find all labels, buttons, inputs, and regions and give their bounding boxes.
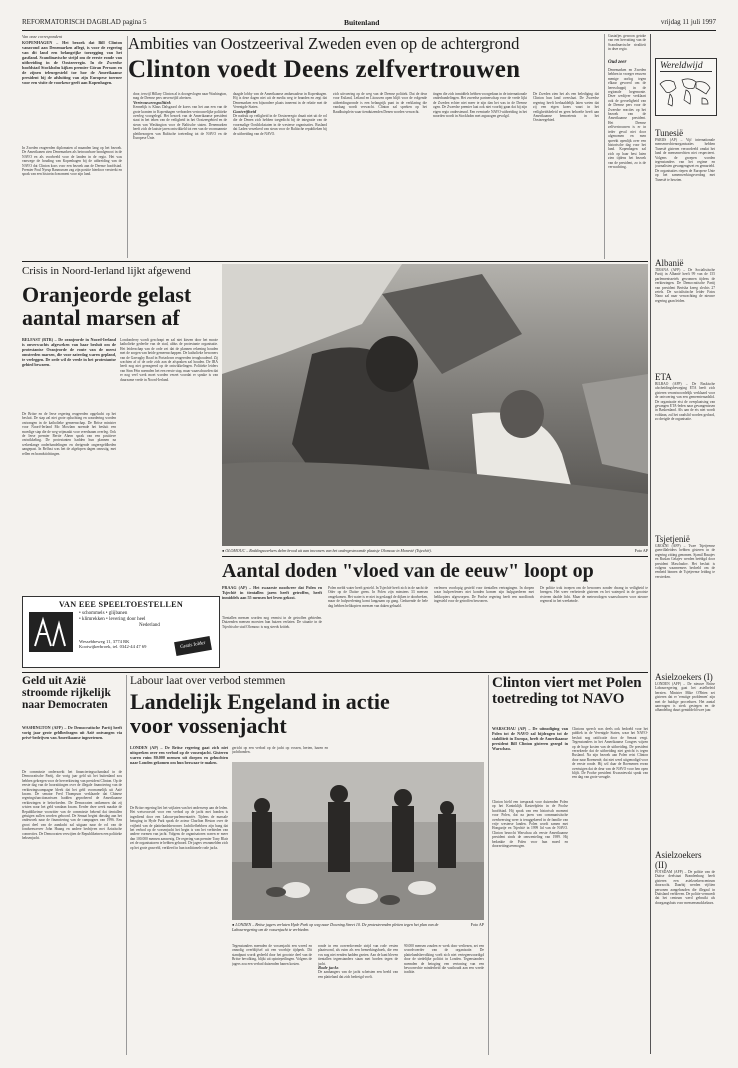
ad-items: • schommels • glijbanen • klimrekken • levering door heel Nederland: [79, 611, 160, 628]
paper-name: REFORMATORISCH DAGBLAD pagina 5: [22, 18, 147, 26]
ad-item: levering door heel: [109, 617, 146, 622]
olomouc-caption-text: OLOMOUC – Reddingswerkers delen brood uit aan inwoners van het ondergestroomde plaatsje Olomouc in Moravië (Tsjechië).: [225, 548, 432, 553]
clinton-headline: Clinton voedt Deens zelfvertrouwen: [128, 56, 521, 83]
sidebar-item-text: PARIJS (AP) – Vijf internationale mensenrechtenorganisaties hebben Tunesië gisteren veroordeeld omdat het land de mensenrechten niet respecteert. Volgens de groepen worden tegenstanders van het regime en journalisten gevangengezet en gemarteld. De organisaties riepen de Europese Unie op het samenwerkingsverdrag met Tunesië te herzien.: [655, 138, 715, 182]
jacht-col-2: Tegenstanders meenden de vossenjacht een wreed en onnodig overblijfsel uit een voorbije tijdperk. Dit standpunt wordt gedeeld door het grootste deel van de Britse bevolking, blijkt uit opiniepeilingen. Volgens de jagers zou een verbod duizenden banen kosten.: [232, 944, 312, 966]
olomouc-credit: Foto AP: [634, 548, 648, 553]
sidebar-item: [655, 850, 715, 1050]
sidebar-item-head: Albanië: [655, 258, 684, 268]
ad-item: klimrekken: [82, 617, 105, 622]
clinton-col-7: Gustafjes gewoon getoke van een hervatting van de Scandinavische rivaliteit in deze regio.: [608, 34, 646, 52]
clinton-inter-2: Gastvrijheid: [233, 108, 257, 114]
sidebar-item-head: Asielzoekers (II): [655, 850, 702, 870]
sidebar-item-head: Asielzoekers (I): [655, 672, 713, 682]
clinton-subhead: Ambities van Oostzeerival Zweden even op de achtergrond: [128, 34, 520, 53]
sidebar-item-text: GROZNI (AFP) – Twee Tsjetjeense guerrillaleiders hebben gisteren in de regering zitting genomen. Sjamil Basajev en Ruslan Gelajev werden beëdigd door president Maschadov. Het besluit is volgens waarnemers bedoeld om de eenheid binnen de Tsjetjeense leiding te versterken.: [655, 544, 715, 579]
sidebar-item: [655, 128, 715, 248]
overstroming-intro: PRAAG (AP) – Het zwaarste noodweer dat Polen en Tsjechië in tientallen jaren heeft getroffen, heeft inmiddels aan 55 mensen het leven gekost.: [222, 586, 322, 600]
jacht-col-4: 90.000 mensen zouden er werk door verliezen, zei een woordvoerder van de organisatie. De plattelandsbevolking voelt zich niet vertegenwoordigd door de stedelijke politici in Londen. Tegenstanders noemden de betoging een vertoning van een bevoorrechte minderheid die vasthoudt aan een wrede traditie.: [404, 944, 484, 975]
clinton-col-2: door, terwijl Hillary Clinton al is doorgevlogen naar Washington, mag de Deense pers onverwijld afreizen. Vertrouwenspolitiek Kennelijk is Klaus Dalsgaard de koers van het aan een van de grote kranten in Kopenhagen verbonden vertrouwelijke politieke overleg voorgelegd. Het bezoek van de Amerikaanse president staat in het teken van de veiligheid in het Oostzeegebied en de steun van Washington voor de Baltische staten. Denemarken heeft zich de laatste jaren ontwikkeld tot een van de voornaamste pleitbezorgers van Baltische toetreding tot de NAVO en de Europese Unie.: [133, 92, 227, 141]
hydepark-photo: [232, 762, 484, 920]
hydepark-credit: Foto AP: [470, 922, 484, 927]
clinton-kicker: Van onze correspondent: [22, 34, 63, 39]
ad-badge: Gratis folder: [174, 636, 212, 656]
geld-intro: WASHINGTON (AFP) – De Democratische Partij heeft vorig jaar grote geldbedragen uit Azië ontvangen via privé-bedrijven van Amerikaanse ingezetenen.: [22, 726, 122, 740]
geld-col-1: De commissie onderzoekt het financieringsschandaal in de Democratische Partij, die vorig jaar geld uit het buitenland zou hebben gekregen voor de herverkiezing van president Clinton. Op de eerste dag van de hoorzittingen over de illegale financiering van de verkiezingscampagne bleek dat het geld voornamelijk uit Azië kwam. De senator Fred Thompson verklaarde dat Chinese regeringsfunctionarissen hadden geprobeerd de Amerikaanse verkiezingen te beïnvloeden. De Democraten ontkennen dat zij wisten waar het geld vandaan kwam. Eerder deze week maakte de Republikeinse voorzitter van de commissie bekend dat tientallen getuigen zullen worden gehoord. De Senaat begint dinsdag aan het onderzoek naar de financiering van de campagnes van 1996. Een groot deel van de aandacht zal uitgaan naar de rol van de fondsenwerver John Huang en andere bedrijven met Aziatische connecties. De Democraten verwijten de Republikeinen een politieke heksenjacht.: [22, 770, 122, 841]
sidebar-item: [655, 672, 715, 832]
sidebar-item-head: Tunesië: [655, 128, 684, 138]
sidebar-item: [655, 258, 715, 368]
sidebar-item-head: ETA: [655, 372, 672, 382]
ad-logo-icon: [29, 612, 73, 652]
geld-headline: Geld uit Azië stroomde rijkelijk naar Democraten: [22, 675, 111, 711]
ad-item: Nederland: [139, 623, 160, 628]
warschau-intro: WARSCHAU (AP) – De uitnodiging van Polen tot de NAVO zal bijdragen tot de stabiliteit in Europa, heeft de Amerikaanse president Bill Clinton gisteren gezegd in Warschau.: [492, 727, 568, 751]
ad-item: schommels: [82, 611, 105, 616]
clinton-intro-text: KOPENHAGEN – Het bezoek dat Bill Clinton vanavond aan Denemarken aflegt, is voor de regering van dit land een belangrijke toezegging van het gastland. Scandinavische strijd om de eerste ronde van uitbreiding in de Oostzeeregio. In de Zweedse hoofdstad Stockholm kijken premier Göran Persson en de zijnen teleurgesteld toe hoe de Amerikaanse president bij de afsluiting van zijn Europese toernee voor een visite de voorkeur geeft aan Kopenhagen.: [22, 40, 122, 85]
overstroming-col-2: Polen meldt water heeft gesteld. In Tsjechië heeft zich in de nacht de Oder op de Duitse grens. In Polen zijn minstens 33 mensen omgekomen. Het water is er niet in geslaagd de dijken te doorbreken, maar de hulpverlening komt langzaam op gang. Gedurende de hele dag hebben helikopters mensen van daken gehaald.: [328, 586, 428, 608]
oranjeorde-headline: Oranjeorde gelast aantal marsen af: [22, 282, 192, 330]
warschau-headline: Clinton viert met Polen toetreding tot NAVO: [492, 675, 642, 707]
sidebar-item: [655, 534, 715, 670]
sidebar-item-text: POTSDAM (AFP) – De politie van de Duitse deelstaat Brandenburg heeft gisteren een asielzoekerscentrum doorzocht. Daarbij werden vijftien personen aangehouden die illegaal in Duitsland verbleven. De politie vermoedt dat het centrum werd gebruikt als doorgangshuis voor mensensmokkelaars.: [655, 870, 715, 905]
oranjeorde-col-1: De Britse en de Ierse regering reageerden opgelucht op het besluit. De stap zal niet grote opluchting en waardering worden ontvangen in de katholieke gemeenschap. De Britse minister voor Noord-Ierland Mo Mowlam noemde het besluit een moedige stap die de weg vrijmaakt voor vreedzaam overleg. Ook de Ierse premier Bertie Ahern sprak van een positieve ontwikkeling. De protestanten hadden hun plannen na wekenlange onderhandelingen en dreigende ongeregeldheden aangepast. In Belfast was het de afgelopen dagen onrustig, met rellen en brandstichtingen.: [22, 412, 116, 456]
clinton-col-8: Denemarken en Zweden hebben in vroeger eeuwen menige oorlog tegen elkaar gevoerd om de heerschappij in de regionale hegemonie. Deze wedijver verklaart ook de gevoeligheid van de Deense pers voor de Zweedse reacties op het bezoek van de Amerikaanse president. Het Deense zelfvertrouwen is er in ieder geval niet door afgenomen en men spreekt openlijk over een historische dag voor het land. Kopenhagen zal zich op haar best laten zien tijdens het bezoek van de president, zo is de verwachting.: [608, 68, 646, 169]
overstroming-col-4: De politie trok troepen om de bewoners zonder dwang in veiligheid te brengen. Het weer verbeterde gisteren en het waterpeil in de grootste rivieren daalde licht. Maar de meteorologen waarschuwen voor nieuwe regenval in het weekeinde.: [540, 586, 648, 604]
world-map-icon: [656, 74, 714, 110]
ad-item: glijbanen: [108, 611, 128, 616]
overstroming-col-3: verleners voorlopig gesteld voor tientallen vertragingen. In dorpen waar hulpverleners niet konden komen zijn hulpgoederen met helikopters afgeworpen. De Poolse regering heeft een noodfonds ingesteld voor de getroffen bewoners.: [434, 586, 534, 604]
section-name: Buitenland: [344, 18, 380, 27]
clinton-inter-3: Oud zeer: [608, 60, 627, 65]
olomouc-photo-image: [222, 264, 648, 546]
overstroming-headline: Aantal doden "vloed van de eeuw" loopt op: [222, 560, 594, 582]
page-date: vrijdag 11 juli 1997: [660, 18, 716, 26]
sidebar-item-text: LONDEN (AFP) – De nieuwe Britse Labourregering gaat het asielbeleid herzien. Minister Mike O'Brien zei gisteren dat er 'ernstige problemen' zijn met de huidige procedures. Het aantal aanvragen is sterk gestegen en de afhandeling duurt gemiddeld twee jaar.: [655, 682, 715, 713]
jacht-col-2-top: gericht op een verbod op de jacht op vossen, herten, hazen en jachthonden.: [232, 746, 328, 755]
jacht-headline: Landelijk Engeland in actie voor vossenjacht: [130, 689, 390, 738]
sidebar-item: [655, 372, 715, 532]
clinton-col-6: De Zweden zien het als een belediging dat Clinton hun land overslaat. De Zweedse regering heeft herhaaldelijk laten weten dat zij een eigen koers vaart in het veiligheidsbeleid en geen behoefte heeft aan Amerikaanse bemoeienis in het Oostzeegebied.: [533, 92, 599, 123]
clinton-col-4: zich uitvoering op de weg van de Deense politiek. Dat de deur voor Estland, Letland en Litouwen open blijft voor de volgende uitbreidingsronde is een belangrijk punt in de verklaring die vandaag wordt verwacht. Clinton zal spreken op het Raadhuisplein waar tienduizenden Denen worden verwacht.: [333, 92, 427, 114]
sidebar-item-text: BILBAO (AFP) – De Baskische afscheidingsbeweging ETA heeft zich gisteren verantwoordelijk verklaard voor de ontvoering van een gemeenteraadslid. De organisatie eist de overplaatsing van gevangen ETA-leden naar gevangenissen in Baskenland. Als aan de eis niet wordt voldaan, zal het raadslid worden gedood, zo dreigde de organisatie.: [655, 382, 715, 422]
page-header: [22, 18, 716, 31]
hydepark-caption-text: LONDEN – Britse jagers verlaten Hyde Park op weg naar Downing Street 10. De protesterenden pleiten tegen het plan van de Labourregering om de vossenjacht te verbieden.: [232, 922, 439, 932]
oranjeorde-subhead: Crisis in Noord-Ierland lijkt afgewend: [22, 265, 191, 277]
overstroming-col-1: Tientallen mensen worden nog vermist in de getroffen gebieden. Duizenden mensen moesten hun huizen verlaten. De situatie in de Tsjechische stad Olomouc is nog steeds kritiek.: [222, 616, 322, 629]
hydepark-photo-image: [232, 762, 484, 920]
jacht-col-1: De Britse regering liet het vrijlaten van het onderwerp aan de leden. Het wetsvoorstel voor een verbod op de jacht met honden is ingediend door een Labour-parlementariër. Tijdens de massale betoging in Hyde Park sprak de acteur Charlton Heston over de vrijheid van de plattelandsbewoner. Jachtliefhebbers zijn bang dat het verbod op de vossenjacht het begin is van het verbieden van andere vormen van jacht. Volgens de organisatoren waren er meer dan 100.000 mensen aanwezig. De regering van premier Tony Blair zei de organisatoren te hebben gehoord. De jagers verzamelden zich op het grote grasveld, verkleed in hun traditionele rode jacks.: [130, 806, 228, 850]
speeltoestellen-ad[interactable]: [22, 596, 220, 668]
oranjeorde-intro: BELFAST (RTR) – De oranjeorde in Noord-Ierland is onverwachts afgeweken van haar besluit om de protestantse Oranjeorde de route van de meest omstreden marsen, die voor zaterdag waren gepland, te verleggen. De orde wil de vrede in het protestantse gebied bewaren.: [22, 338, 116, 367]
jacht-inter: Rode jacks: [318, 965, 339, 971]
ad-title: VAN EEE SPEELTOESTELLEN: [58, 600, 184, 609]
clinton-inter-1: Vertrouwenspolitiek: [133, 99, 171, 105]
sidebar-title: Wereldwijd: [660, 61, 712, 72]
jacht-col-3: ronde in een oorverdovende strijd van rode vesten plaatsvond, als ruim als een bemerkingsboek, die een vos nog niet eenden hadden gezien. Aan de kant bleven tientallen tegenstanders staan met borden tegen de jacht. Rode jacks De aanhangers van de jacht schetsten een beeld van een platteland dat zich bedreigd voelt.: [318, 944, 398, 979]
jacht-intro: LONDEN (AP) – De Britse regering gaat zich niet uitspreken over een verbod op de vossenjacht. Gisteren waren ruim 80.000 mensen uit dorpen en gehuchten naar Londen gekomen om hun bezwaar te maken.: [130, 746, 228, 765]
oranjeorde-col-2: Londonderry wordt geschrapt en zal niet kiezen door het mooie katholieke gedeelte van de stad, aldus de protestante organisatie. Het leiderschap van de orde zei dat de plannen rekening houden met de zorgen van beide gemeenschappen. De katholieke bewoners van de Garvaghy Road in Portadown reageerden terughoudend. Zij wachten af of de orde zich aan de afspraken zal houden. De IRA heeft nog niet gereageerd op de ontwikkelingen. Politieke leiders van Sinn Féin noemden het een eerste stap, maar waarschuwden dat er nog veel werk moet worden verzet voordat er sprake is van duurzame vrede in Noord-Ierland.: [120, 338, 218, 382]
olomouc-photo: [222, 264, 648, 546]
clinton-col-3: daagde lobby van de Amerikaanse ambassadeur in Kopenhagen. Hij is deze dagen niet uit de media weg te branden en zegt dat Denemarken een bijzondere plaats inneemt in de relatie met de Verenigde Staten. Gastvrijheid De nadruk op veiligheid in de Oostzeeregio draait niet uit de rol die de Denen zich hebben toegedicht bij de integratie van de voormalige Oostblokstaten in de westerse organisaties. Rusland dat Laden verzekerd van steun voor de Baltische republieken bij de uitbreiding van de NAVO.: [233, 92, 327, 136]
hydepark-caption: ● LONDEN – Britse jagers verlaten Hyde Park op weg naar Downing Street 10. De protesterenden pleiten tegen het plan van de Labourregering om de vossenjacht te verbieden.: [232, 922, 439, 932]
world-map-box: [655, 58, 717, 116]
clinton-col-5: tingen die zich inmiddels hebben voorgedaan in de internationale onderhandelingen. Het zweedse partnerschap voor de vrede lijkt de Zweden echter niet meer te zijn dan het was in de Deense ogen. De Zweedse premier laat ook niet voorbij gaan dat hij zijn eigen regio ondersteund. Een eventuele NAVO-uitbreiding in het noorden wordt in Stockholm met argusogen gevolgd.: [433, 92, 527, 119]
warschau-col-2: Clintons speech was deels ook bedoeld voor het publiek in de Verenigde Staten, waar het NAVO-besluit nog ratificatie door de Senaat vergt. Tegenstanders in het Amerikaanse Congres wijzen op de hoge kosten van de uitbreiding. De president verzekerde dat de uitbreiding niet gericht is tegen Rusland. Na zijn bezoek aan Polen reist Clinton door naar Roemenië, dat niet werd uitgenodigd voor de eerste ronde. Hij wil daar de Roemenen ervan overtuigen dat de deur van de NAVO voor hen open blijft. De Poolse president Kwasniewski sprak van een dag van grote vreugde.: [572, 727, 648, 780]
sidebar-item-text: TIRANA (AFP) – De Socialistische Partij in Albanië heeft 99 van de 155 parlementszetels gewonnen tijdens de verkiezingen. De Democratische Partij van president Berisha kreeg slechts 27 zetels. De socialistische leider Fatos Nano zal naar verwachting de nieuwe regering gaan leiden.: [655, 268, 715, 303]
jacht-subhead: Labour laat over verbod stemmen: [130, 675, 286, 687]
ad-address: Wessebbeweg 11, 3774 RK Kootwijkerbroek, tel. 0342-44 47 69: [79, 639, 147, 650]
sidebar-item-head: Tsjetjenië: [655, 534, 690, 544]
clinton-col-1: In Zweden reageerden diplomaten al maanden lang op het bezoek. De Amerikanen zien Denemarken als betrouwbare bondgenoot in de NAVO en als voorbeeld voor de landen in de regio. Het was vanwege de houding van Kopenhagen bij de uitbreiding van de NAVO dat Clinton koos voor een bezoek aan de Deense hoofdstad. Premier Poul Nyrup Rasmussen zag zijn positie hierdoor versterkt en sprak van een historisch moment voor zijn land.: [22, 146, 122, 177]
warschau-col-1: Clinton hield een toespraak voor duizenden Polen op het Koninklijk Kasteelplein in de Poolse hoofdstad. Hij sprak van een historisch moment voor Polen, dat na jaren van communistische overheersing weer is teruggekeerd in de familie van vrije westerse landen. Polen wordt samen met Hongarije en Tsjechië in 1999 lid van de NAVO. Clinton bezocht Warschau als eerste Amerikaanse president sinds de omwenteling van 1989. Hij bedankte de Polen voor hun moed en doorzettingsvermogen.: [492, 800, 568, 849]
olomouc-caption: ● OLOMOUC – Reddingswerkers delen brood uit aan inwoners van het ondergestroomde plaatsje Olomouc in Moravië (Tsjechië).: [222, 548, 432, 553]
